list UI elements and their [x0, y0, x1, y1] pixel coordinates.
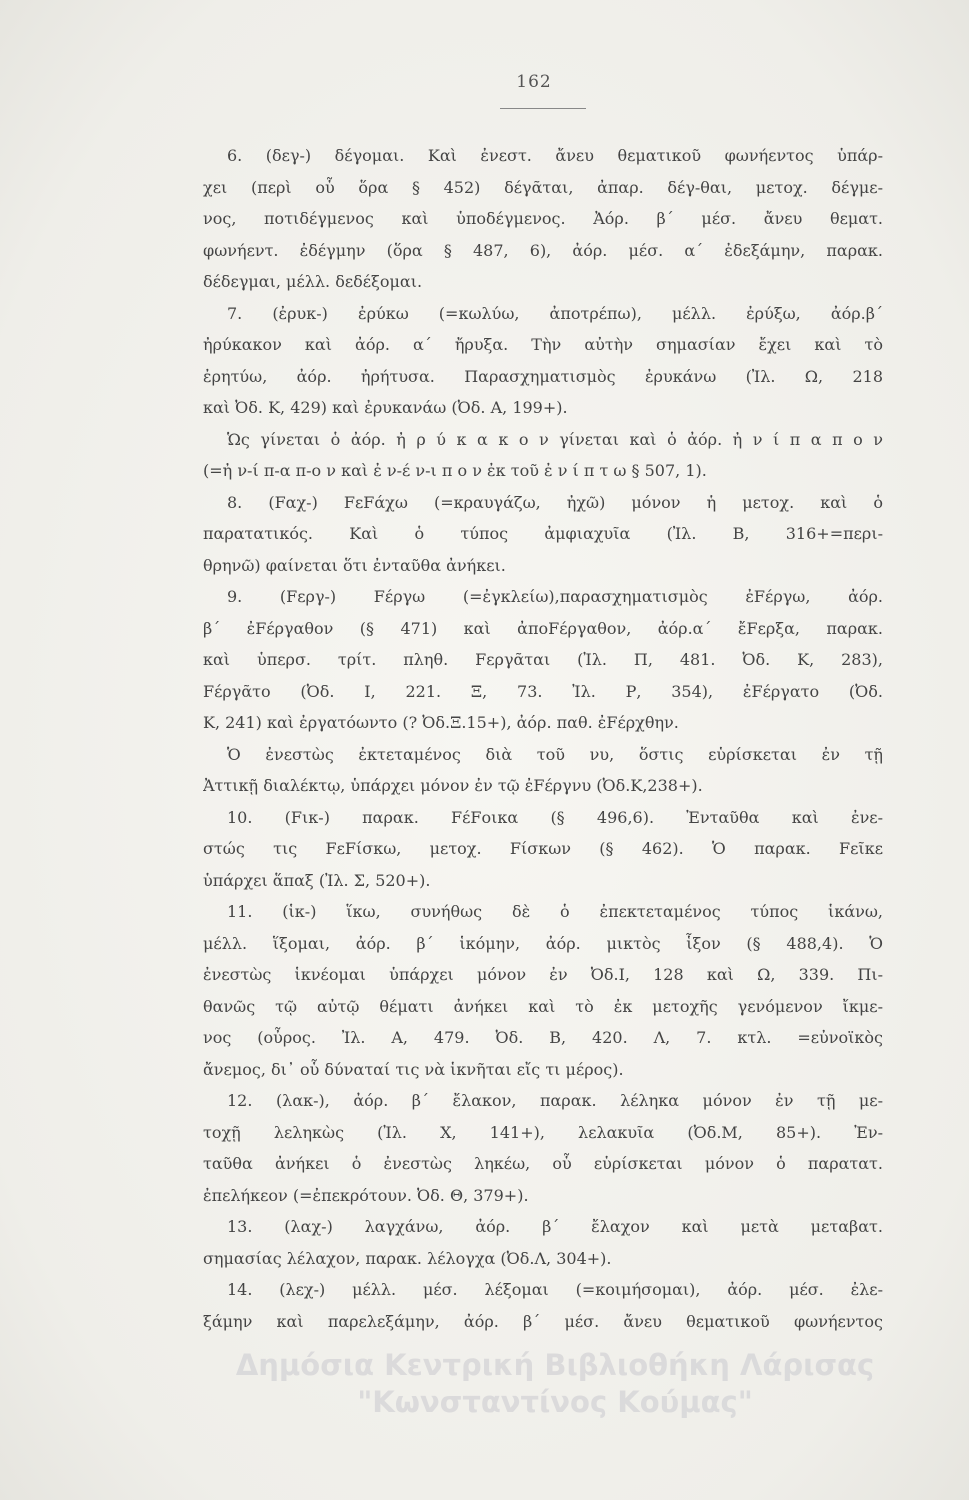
text-line: Fέργᾶτο (Ὀδ. Ι, 221. Ξ, 73. Ἰλ. Ρ, 354), ἐFέργατο (Ὀδ. [203, 681, 883, 701]
text-line: χει (περὶ οὗ ὅρα § 452) δέγᾶται, ἀπαρ. δέγ-θαι, μετοχ. δέγμε- [203, 177, 883, 197]
text-line: 6. (δεγ-) δέγομαι. Καὶ ἐνεστ. ἄνευ θεματικοῦ φωνήεντος ὑπάρ- [227, 146, 883, 165]
text-line: ἐπελήκεον (=ἐπεκρότουν. Ὀδ. Θ, 379+). [203, 1185, 529, 1205]
body-text [203, 140, 883, 1337]
text-line: νος, ποτιδέγμενος καὶ ὑποδέγμενος. Ἀόρ. β΄ μέσ. ἄνευ θεματ. [203, 209, 883, 228]
library-watermark-line-2: "Κωνσταντίνος Κούμας" [357, 1385, 753, 1419]
text-line: Ὁ ἐνεστὼς ἐκτεταμένος διὰ τοῦ νυ, ὅστις εὑρίσκεται ἐν τῇ [227, 744, 883, 764]
text-line: 12. (λακ-), ἀόρ. β΄ ἔλακον, παρακ. λέληκα μόνον ἐν τῇ με- [227, 1091, 883, 1110]
text-line: παρατατικός. Καὶ ὁ τύπος ἀμφιαχυῖα (Ἰλ. Β, 316+=περι- [203, 524, 883, 543]
text-line: ἐνεστὼς ἱκνέομαι ὑπάρχει μόνον ἐν Ὀδ.Ι, 128 καὶ Ω, 339. Πι- [203, 965, 883, 984]
text-line: μέλλ. ἵξομαι, ἀόρ. β΄ ἱκόμην, ἀόρ. μικτὸς ἷξον (§ 488,4). Ὁ [203, 933, 883, 953]
text-line: ἄνεμος, δι᾽ οὗ δύναταί τις νὰ ἱκνῆται εἴς τι μέρος). [203, 1059, 624, 1079]
text-line: τοχῇ λεληκὼς (Ἰλ. Χ, 141+), λελακυῖα (Ὀδ.Μ, 85+). Ἐν- [203, 1122, 883, 1142]
text-line: 14. (λεχ-) μέλλ. μέσ. λέξομαι (=κοιμήσομαι), ἀόρ. μέσ. ἐλε- [227, 1280, 883, 1299]
text-line: β΄ ἐFέργαθον (§ 471) καὶ ἀποFέργαθον, ἀόρ.α΄ ἔFερξα, παρακ. [203, 618, 883, 638]
header-rule [500, 108, 586, 109]
library-watermark-line-1: Δημόσια Κεντρική Βιβλιοθήκη Λάρισας [235, 1348, 875, 1382]
text-line: σημασίας λέλαχον, παρακ. λέλογχα (Ὀδ.Λ, 304+). [203, 1248, 612, 1268]
text-line: στώς τις FεFίσκω, μετοχ. Fίσκων (§ 462). Ὁ παρακ. Fεῖκε [203, 839, 883, 858]
text-line: 8. (Fαχ-) FεFάχω (=κραυγάζω, ἠχῶ) μόνον ἡ μετοχ. καὶ ὁ [227, 492, 883, 512]
text-line: θρηνῶ) φαίνεται ὅτι ἐνταῦθα ἀνήκει. [203, 555, 506, 575]
text-line: Κ, 241) καὶ ἐργατόωντο (? Ὀδ.Ξ.15+), ἀόρ. παθ. ἐFέρχθην. [203, 713, 679, 732]
text-line: θανῶς τῷ αὐτῷ θέματι ἀνήκει καὶ τὸ ἐκ μετοχῆς γενόμενον ἴκμε- [203, 996, 883, 1016]
text-line: καὶ ὑπερσ. τρίτ. πληθ. Fεργᾶται (Ἰλ. Π, 481. Ὀδ. Κ, 283), [203, 650, 883, 669]
text-line: 10. (Fικ-) παρακ. FέFοικα (§ 496,6). Ἐνταῦθα καὶ ἐνε- [227, 807, 883, 827]
text-line: ταῦθα ἀνήκει ὁ ἐνεστὼς ληκέω, οὗ εὑρίσκεται μόνον ὁ παρατατ. [203, 1154, 883, 1173]
text-line: ἠρύκακον καὶ ἀόρ. α΄ ἤρυξα. Τὴν αὐτὴν σημασίαν ἔχει καὶ τὸ [203, 335, 883, 354]
page-number: 162 [516, 72, 552, 92]
text-line: φωνήεντ. ἐδέγμην (ὅρα § 487, 6), ἀόρ. μέσ. α΄ ἐδεξάμην, παρακ. [203, 240, 883, 260]
text-line: Ἀττικῇ διαλέκτῳ, ὑπάρχει μόνον ἐν τῷ ἐFέργνυ (Ὀδ.Κ,238+). [203, 776, 703, 795]
text-line: ξάμην καὶ παρελεξάμην, ἀόρ. β΄ μέσ. ἄνευ θεματικοῦ φωνήεντος [203, 1311, 883, 1331]
text-line: 7. (ἐρυκ-) ἐρύκω (=κωλύω, ἀποτρέπω), μέλλ. ἐρύξω, ἀόρ.β΄ [227, 303, 883, 323]
text-line: καὶ Ὀδ. Κ, 429) καὶ ἐρυκανάω (Ὀδ. Α, 199+). [203, 398, 568, 417]
text-line: 11. (ἱκ-) ἵκω, συνήθως δὲ ὁ ἐπεκτεταμένος τύπος ἱκάνω, [227, 902, 883, 921]
text-line: 13. (λαχ-) λαγχάνω, ἀόρ. β΄ ἔλαχον καὶ μετὰ μεταβατ. [227, 1217, 883, 1236]
text-line: ἐρητύω, ἀόρ. ἠρήτυσα. Παρασχηματισμὸς ἐρυκάνω (Ἰλ. Ω, 218 [203, 366, 883, 386]
text-line: ὑπάρχει ἅπαξ (Ἰλ. Σ, 520+). [203, 870, 431, 890]
text-line: 9. (Fεργ-) Fέργω (=ἐγκλείω),παρασχηματισμὸς ἐFέργω, ἀόρ. [227, 587, 883, 606]
text-line: (=ἠ ν-ί π-α π-ο ν καὶ ἐ ν-έ ν-ι π ο ν ἐκ τοῦ ἐ ν ί π τ ω § 507, 1). [203, 461, 707, 480]
text-line: δέδεγμαι, μέλλ. δεδέξομαι. [203, 272, 423, 291]
text-line: νος (οὖρος. Ἰλ. Α, 479. Ὀδ. Β, 420. Λ, 7. κτλ. =εὐνοϊκὸς [203, 1028, 883, 1047]
text-line: Ὡς γίνεται ὁ ἀόρ. ἠ ρ ύ κ α κ ο ν γίνεται καὶ ὁ ἀόρ. ἠ ν ί π α π ο ν [227, 429, 883, 449]
